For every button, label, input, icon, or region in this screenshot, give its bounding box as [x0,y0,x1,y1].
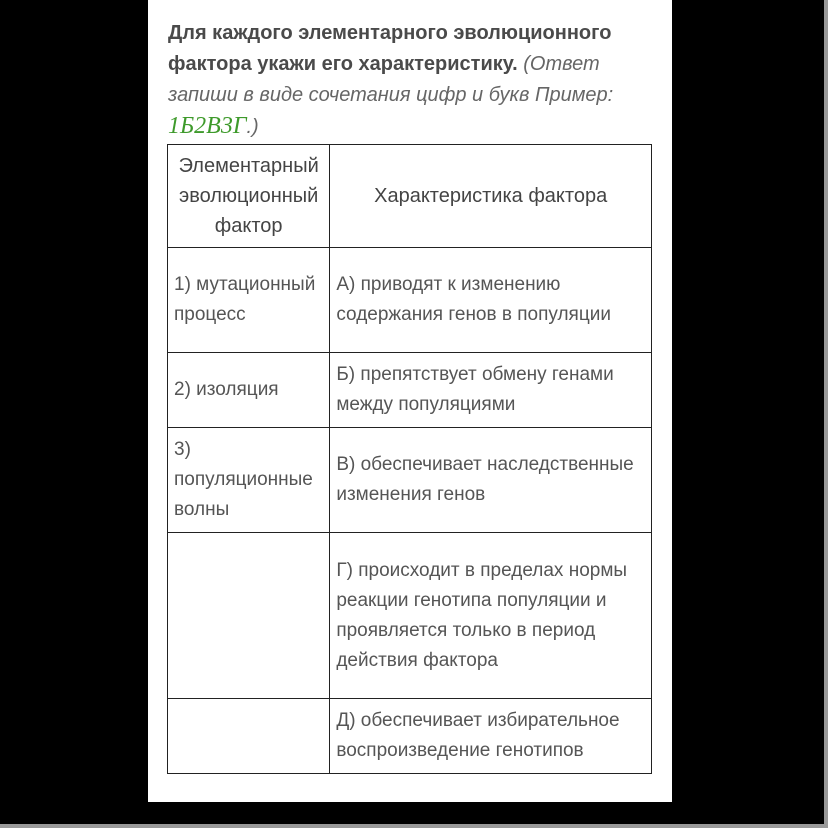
factor-cell: 3) популяционные волны [168,428,330,533]
question-main: Для каждого элементарного эволюционного фактора укажи его характеристику. [168,22,612,75]
factor-cell: 2) изоляция [168,353,330,428]
characteristic-cell: Б) препятствует обмену генами между популяциями [330,353,652,428]
question-note: (Ответ запиши в виде сочетания цифр и букв Пример: [168,53,614,106]
question-note-end: .) [246,116,259,138]
table-row [168,248,652,353]
table-header-row [168,145,652,248]
characteristic-cell: Д) обеспечивает избирательное воспроизведение генотипов [330,699,652,774]
factor-cell: 1) мутационный процесс [168,248,330,353]
characteristic-cell: А) приводят к изменению содержания генов в популяции [330,248,652,353]
table-row [168,353,652,428]
task-card [148,0,672,802]
header-characteristic: Характеристика фактора [330,145,652,248]
factor-cell [168,699,330,774]
header-factor: Элементарный эволюционный фактор [168,145,330,248]
characteristic-cell: В) обеспечивает наследственные изменения генов [330,428,652,533]
table-row [168,699,652,774]
characteristic-cell: Г) происходит в пределах нормы реакции генотипа популяции и проявляется только в период действия фактора [330,533,652,699]
matching-table [167,144,652,774]
answer-example: 1Б2В3Г [168,113,247,139]
table-row [168,428,652,533]
question-text [168,18,658,143]
factor-cell [168,533,330,699]
table-row [168,533,652,699]
